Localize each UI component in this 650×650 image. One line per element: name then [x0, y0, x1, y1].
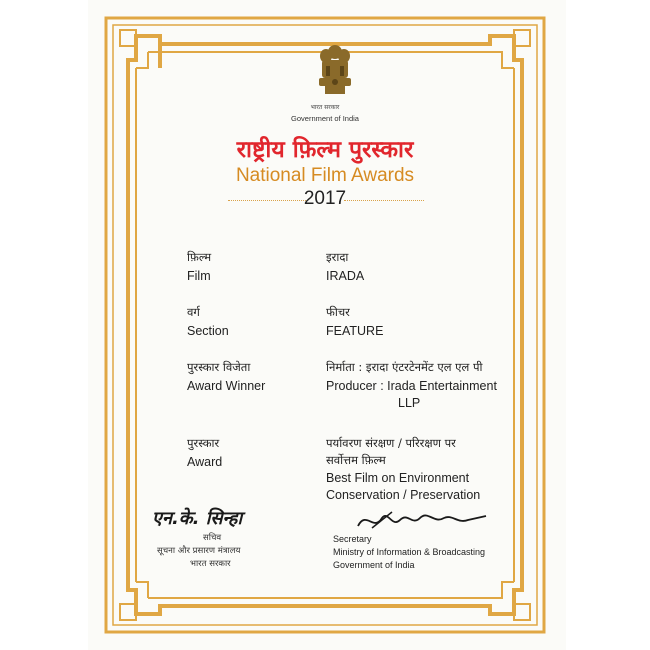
award-year: 2017: [303, 188, 347, 209]
title-hindi: राष्ट्रीय फ़िल्म पुरस्कार: [236, 137, 414, 163]
label-award: Award: [187, 455, 223, 469]
value-section: FEATURE: [326, 324, 384, 338]
signature-hindi: [152, 506, 242, 530]
label-section: Section: [187, 324, 229, 338]
label-award-hindi: पुरस्कार: [187, 436, 220, 450]
value-award-line2: Conservation / Preservation: [326, 488, 481, 502]
national-emblem-icon: [314, 44, 356, 104]
value-award-winner-hindi: निर्माता : इरादा एंटरटेनमेंट एल एल पी: [326, 360, 483, 374]
value-film: IRADA: [326, 269, 365, 283]
value-film-hindi: इरादा: [326, 250, 349, 264]
signatory-name-hindi: एन.के. सिन्हा: [152, 508, 243, 529]
value-award-hindi-line2: सर्वोत्तम फ़िल्म: [326, 453, 386, 467]
signature-scrawl: [352, 506, 492, 536]
label-award-winner: Award Winner: [187, 379, 266, 393]
ministry-label: Ministry of Information & Broadcasting: [333, 547, 486, 557]
value-award-winner-line1: Producer : Irada Entertainment: [326, 379, 497, 393]
value-award-winner-line2: LLP: [398, 396, 421, 410]
secretary-label: Secretary: [333, 534, 372, 544]
value-award-hindi-line1: पर्यावरण संरक्षण / परिरक्षण पर: [326, 436, 456, 450]
value-award-line1: Best Film on Environment: [326, 471, 470, 485]
government-of-india-label: Government of India: [291, 114, 359, 123]
government-label: Government of India: [333, 560, 415, 570]
value-section-hindi: फीचर: [326, 305, 350, 319]
label-award-winner-hindi: पुरस्कार विजेता: [187, 360, 251, 374]
ministry-hindi: सूचना और प्रसारण मंत्रालय: [157, 546, 241, 556]
label-section-hindi: वर्ग: [187, 305, 200, 319]
label-film-hindi: फ़िल्म: [187, 250, 212, 264]
emblem-motto: भारत सरकार: [310, 104, 340, 111]
title-english: National Film Awards: [235, 165, 415, 186]
government-hindi: भारत सरकार: [190, 559, 231, 569]
signatory-title-hindi: सचिव: [203, 533, 222, 543]
label-film: Film: [187, 269, 211, 283]
